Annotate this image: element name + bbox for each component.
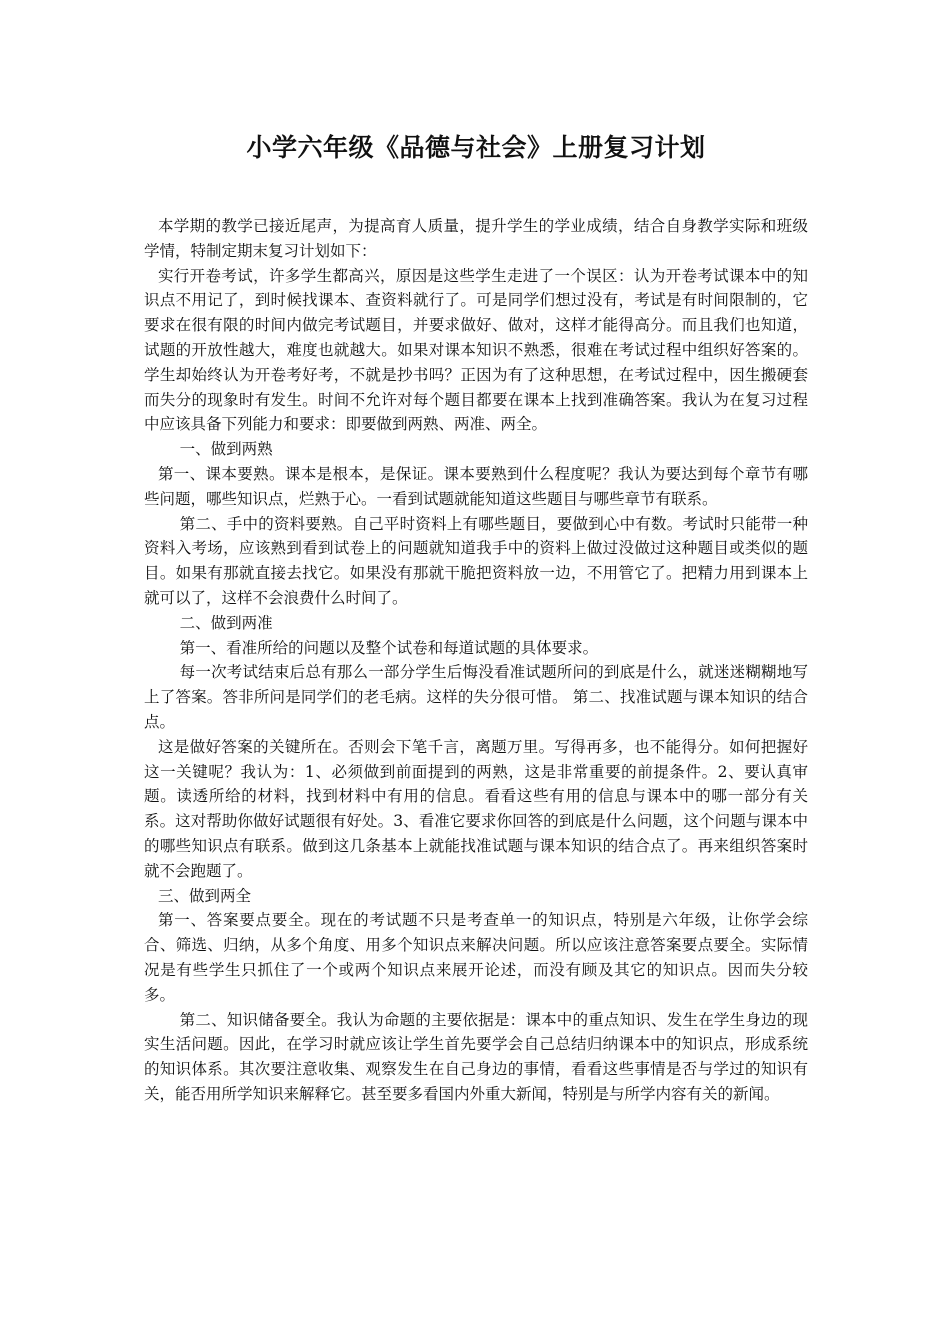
exam-regret-paragraph: 每一次考试结束后总有那么一部分学生后悔没看准试题所问的到底是什么，就迷迷糊糊地写上了答案。答非所问是同学们的老毛病。这样的失分很可惜。 第二、找准试题与课本知识的结合点。 <box>144 663 808 731</box>
answer-complete-paragraph: 第一、答案要点要全。现在的考试题不只是考查单一的知识点，特别是六年级，让你学会综合、筛选、归纳，从多个角度、用多个知识点来解决问题。所以应该注意答案要点要全。实际情况是有些学生只抓住了一个或两个知识点来展开论述，而没有顾及其它的知识点。因而失分较多。 <box>144 911 808 1004</box>
document-title: 小学六年级《品德与社会》上册复习计划 <box>246 133 706 162</box>
section-heading-two-familiar: 一、做到两熟 <box>179 440 273 459</box>
section-heading-two-accurate: 二、做到两准 <box>179 613 273 632</box>
document-page <box>144 128 808 1107</box>
materials-familiar-paragraph: 第二、手中的资料要熟。自己平时资料上有哪些题目，要做到心中有数。考试时只能带一种资料入考场，应该熟到看到试卷上的问题就知道我手中的资料上做过没做过这种题目或类似的题目。如果有那就直接去找它。如果没有那就干脆把资料放一边，不用管它了。把精力用到课本上就可以了，这样不会浪费什么时间了。 <box>144 514 808 607</box>
key-point-paragraph: 这是做好答案的关键所在。否则会下笔千言，离题万里。写得再多，也不能得分。如何把握好这一关键呢？我认为：1、必须做到前面提到的两熟，这是非常重要的前提条件。2、要认真审题。读透所给的材料，找到材料中有用的信息。看看这些有用的信息与课本中的哪一部分有关系。这对帮助你做好试题很有好处。3、看准它要求你回答的到底是什么问题，这个问题与课本中的哪些知识点有联系。做到这几条基本上就能找准试题与课本知识的结合点了。再来组织答案时就不会跑题了。 <box>144 737 808 880</box>
read-question-paragraph: 第一、看准所给的问题以及整个试卷和每道试题的具体要求。 <box>179 638 599 657</box>
open-book-exam-paragraph: 实行开卷考试，许多学生都高兴，原因是这些学生走进了一个误区：认为开卷考试课本中的知识点不用记了，到时候找课本、查资料就行了。可是同学们想过没有，考试是有时间限制的，它要求在很有限的时间内做完考试题目，并要求做好、做对，这样才能得高分。而且我们也知道，试题的开放性越大，难度也就越大。如果对课本知识不熟悉，很难在考试过程中组织好答案的。学生却始终认为开卷考好考，不就是抄书吗？正因为有了这种思想，在考试过程中，因生搬硬套而失分的现象时有发生。时间不允许对每个题目都要在课本上找到准确答案。我认为在复习过程中应该具备下列能力和要求：即要做到两熟、两准、两全。 <box>144 266 808 434</box>
section-heading-two-complete: 三、做到两全 <box>157 886 251 905</box>
textbook-familiar-paragraph: 第一、课本要熟。课本是根本，是保证。课本要熟到什么程度呢？我认为要达到每个章节有哪些问题，哪些知识点，烂熟于心。一看到试题就能知道这些题目与哪些章节有联系。 <box>144 464 808 508</box>
intro-paragraph: 本学期的教学已接近尾声，为提高育人质量，提升学生的学业成绩，结合自身教学实际和班级学情，特制定期末复习计划如下： <box>144 217 808 260</box>
knowledge-complete-paragraph: 第二、知识储备要全。我认为命题的主要依据是：课本中的重点知识、发生在学生身边的现实生活问题。因此，在学习时就应该让学生首先要学会自己总结归纳课本中的知识点，形成系统的知识体系。其次要注意收集、观察发生在自己身边的事情，看看这些事情是否与学过的知识有关，能否用所学知识来解释它。甚至要多看国内外重大新闻，特别是与所学内容有关的新闻。 <box>144 1010 808 1103</box>
